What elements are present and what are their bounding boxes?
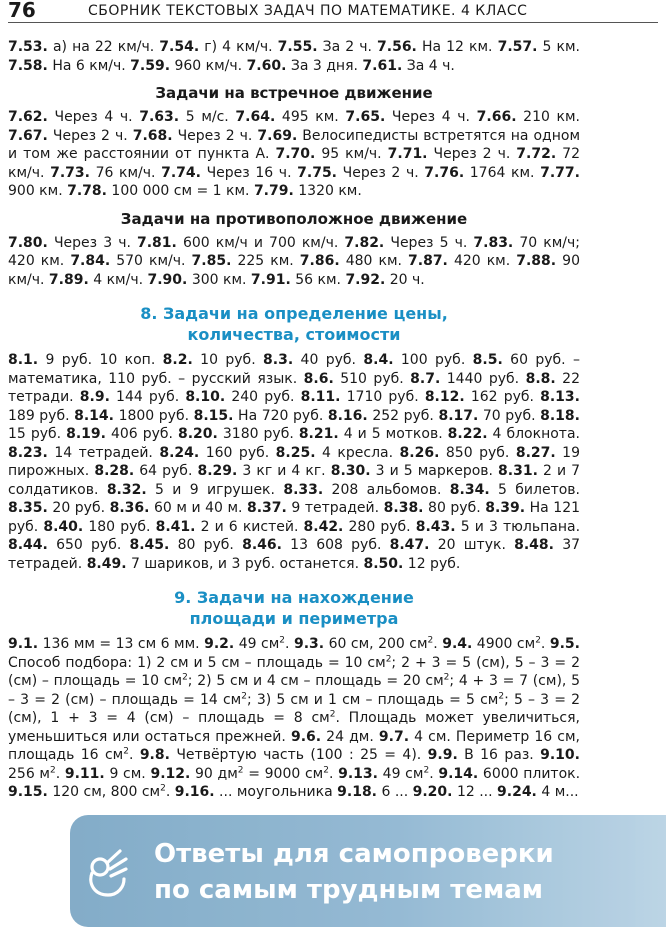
answer-number: 8.20.: [178, 426, 218, 442]
answer-number: 8.27.: [515, 444, 556, 461]
answer-text: 24 дм.: [321, 728, 379, 745]
section-heading-line: 8. Задачи на определение цены,: [140, 304, 448, 323]
answer-text: 4 кресла.: [315, 444, 400, 461]
answer-text: Через 4 ч.: [47, 109, 140, 125]
answer-text: ... моугольника: [214, 784, 338, 800]
answer-text: 80 руб.: [169, 537, 243, 553]
section-heading-line: количества, стоимости: [187, 325, 401, 344]
answer-text: 19 пирожных.: [8, 444, 580, 479]
answer-text: .: [433, 636, 443, 652]
answer-text: 406 руб.: [105, 426, 178, 442]
superscript: 2: [160, 783, 166, 794]
answer-text: 12 ...: [452, 784, 498, 800]
answer-number: 8.17.: [438, 407, 479, 424]
superscript: 2: [498, 690, 505, 701]
answer-text: 162 руб.: [464, 389, 541, 405]
answer-text: За 2 ч.: [317, 39, 378, 55]
answer-text: На 720 руб.: [233, 407, 328, 424]
answer-number: 8.35.: [8, 500, 48, 516]
section-heading: [8, 303, 580, 345]
subsection-heading: Задачи на противоположное движение: [120, 209, 468, 228]
answer-text: .: [540, 636, 550, 652]
answer-number: 7.53.: [8, 39, 48, 55]
answer-number: 7.67.: [8, 127, 48, 144]
answer-text: 210 км.: [516, 109, 581, 125]
answer-number: 9.24.: [497, 784, 537, 800]
answer-paragraph: [8, 38, 580, 75]
answer-number: 9.4.: [442, 636, 473, 652]
answer-text: 120 см, 800 см: [47, 784, 161, 800]
answer-number: 9.15.: [8, 784, 48, 800]
section-heading-line: площади и периметра: [189, 609, 399, 628]
answer-text: Через 2 ч.: [427, 146, 517, 162]
answer-number: 9.6.: [290, 728, 322, 745]
answer-text: На 121 руб.: [8, 500, 581, 535]
answer-text: 5 и 9 игрушек.: [146, 481, 284, 498]
answer-number: 8.10.: [185, 389, 226, 405]
answer-text: 15 руб.: [8, 426, 67, 442]
answer-number: 7.70.: [275, 146, 316, 162]
answer-number: 8.43.: [415, 518, 456, 535]
answer-text: За 3 дня.: [286, 57, 363, 74]
answer-number: 8.45.: [129, 537, 170, 553]
answer-text: Через 2 ч.: [172, 127, 258, 144]
answer-number: 7.66.: [476, 109, 517, 125]
answer-text: = 9000 см: [243, 765, 324, 782]
answer-text: .: [285, 636, 294, 652]
answer-text: 256 м: [8, 765, 50, 782]
answer-text: а) на 22 км/ч.: [47, 39, 160, 55]
answer-text: . Площадь может увеличиться, уменьшиться или остаться прежней.: [8, 710, 580, 745]
answer-number: 8.1.: [8, 352, 39, 368]
section-heading: [8, 587, 580, 629]
answer-text: Через 4 ч.: [385, 109, 477, 125]
answer-number: 7.77.: [540, 164, 580, 181]
answer-text: 20 ч.: [385, 271, 425, 288]
answer-number: 7.62.: [8, 109, 48, 125]
answer-number: 7.72.: [516, 146, 557, 162]
answer-text: 9 см.: [104, 765, 151, 782]
answer-text: 22 тетради.: [8, 370, 580, 405]
answer-number: 7.68.: [132, 127, 173, 144]
answer-number: 7.71.: [387, 146, 428, 162]
subsection-heading: Задачи на встречное движение: [155, 84, 433, 102]
banner-title-line-1: Ответы для самопроверки: [154, 839, 554, 869]
answer-text: Через 3 ч.: [47, 234, 137, 251]
answer-text: 70 км/ч; 420 км.: [8, 234, 580, 269]
answer-text: 5 и 3 тюльпана.: [455, 518, 581, 535]
answer-number: 9.20.: [412, 784, 453, 800]
answer-text: 13 608 руб.: [281, 537, 390, 553]
answer-text: На 12 км.: [416, 39, 498, 55]
answer-text: 40 руб.: [293, 352, 364, 368]
answer-number: 8.29.: [197, 463, 238, 479]
answer-number: 8.28.: [94, 463, 135, 479]
answer-text: 420 км.: [447, 253, 517, 269]
page-number: 76: [8, 0, 36, 22]
answer-number: 8.33.: [283, 481, 324, 498]
answer-number: 8.12.: [424, 389, 465, 405]
answer-text: 4 км/ч.: [88, 271, 148, 288]
answer-text: 1710 руб.: [340, 389, 425, 405]
answer-number: 7.63.: [139, 109, 180, 125]
answer-number: 8.26.: [399, 444, 440, 461]
answer-text: ; 4 + 3 = 7 (см), 5 – 3 = 2 (см) – площадь = 14 см: [8, 673, 581, 708]
answer-text: 49 см: [234, 636, 280, 652]
answer-number: 7.58.: [8, 57, 48, 74]
answer-number: 9.18.: [337, 784, 378, 800]
answer-paragraph: [8, 234, 580, 290]
answer-number: 9.1.: [8, 636, 39, 652]
answer-number: 7.74.: [161, 164, 201, 181]
answer-text: 60 руб. – математика, 110 руб. – русский язык.: [8, 352, 581, 387]
answer-number: 7.59.: [130, 57, 171, 74]
answer-text: 6000 плиток.: [478, 765, 581, 782]
answer-text: В 16 раз.: [457, 747, 541, 763]
answer-text: 5 билетов.: [489, 481, 580, 498]
answer-number: 8.5.: [472, 352, 503, 368]
answer-text: 76 км/ч.: [89, 164, 162, 181]
answer-text: Способ подбора: 1) 2 см и 5 см – площадь = 10 см: [8, 654, 386, 671]
answer-text: 2 и 6 кистей.: [195, 518, 304, 535]
answer-text: Велосипедисты встретятся на одном и том же расстоянии от пункта А.: [8, 127, 581, 162]
answer-text: .: [328, 765, 339, 782]
answer-number: 9.5.: [549, 636, 580, 652]
answer-text: 2 и 7 солдатиков.: [8, 463, 581, 498]
answer-number: 8.6.: [303, 370, 334, 387]
answer-number: 7.61.: [362, 57, 403, 74]
answer-text: За 4 ч.: [402, 57, 455, 74]
answer-number: 7.57.: [497, 39, 538, 55]
answer-number: 8.14.: [74, 407, 114, 424]
answer-text: 1764 км.: [464, 164, 541, 181]
answer-number: 8.18.: [540, 407, 580, 424]
answer-number: 8.37.: [247, 500, 287, 516]
answer-number: 8.49.: [86, 555, 127, 572]
answer-text: 240 руб.: [225, 389, 301, 405]
answer-text: 14 тетрадей.: [47, 444, 160, 461]
answer-text: 650 руб.: [47, 537, 130, 553]
superscript: 2: [49, 764, 56, 775]
answer-text: 252 руб.: [367, 407, 439, 424]
answer-number: 8.9.: [79, 389, 110, 405]
answer-number: 9.14.: [438, 765, 479, 782]
answer-text: .: [128, 747, 140, 763]
answer-number: 9.3.: [293, 636, 325, 652]
answer-text: ; 5 – 3 = 2 (см), 1 + 3 = 4 (см) – площадь = 8 см: [8, 691, 580, 726]
answer-number: 8.15.: [193, 407, 234, 424]
answer-text: 90 км/ч.: [8, 253, 580, 288]
answer-text: 72 км/ч.: [8, 146, 580, 181]
answer-text: 160 руб.: [199, 444, 276, 461]
answer-number: 7.60.: [246, 57, 287, 74]
answer-text: ; 2) 5 см и 4 см – площадь = 20 см: [187, 673, 444, 689]
answer-paragraph: [8, 108, 580, 201]
answer-paragraph: [8, 635, 580, 802]
answer-number: 8.42.: [303, 518, 344, 535]
superscript: 2: [535, 635, 541, 646]
superscript: 2: [323, 764, 329, 775]
ok-hand-gesture-icon: [80, 845, 136, 901]
superscript: 2: [329, 709, 336, 720]
answer-text: 1800 руб.: [114, 407, 194, 424]
answer-number: 7.81.: [137, 234, 177, 251]
superscript: 2: [241, 690, 247, 701]
answer-text: 5 км.: [537, 39, 580, 55]
answer-number: 8.40.: [43, 518, 84, 535]
answer-number: 8.11.: [300, 389, 341, 405]
answer-number: 7.85.: [191, 253, 232, 269]
answer-text: Через 16 ч.: [200, 164, 298, 181]
answer-text: 60 м и 40 м.: [149, 500, 247, 516]
answer-number: 7.55.: [277, 39, 318, 55]
answer-text: 4 и 5 мотков.: [338, 426, 448, 442]
answer-number: 8.19.: [66, 426, 106, 442]
answer-number: 9.7.: [378, 728, 410, 745]
answer-text: Четвёртую часть (100 : 25 = 4).: [169, 747, 428, 763]
answer-text: 600 км/ч и 700 км/ч.: [176, 234, 345, 251]
answer-text: 10 руб.: [192, 352, 264, 368]
answer-text: 900 км.: [8, 183, 68, 199]
answer-number: 9.12.: [150, 765, 191, 782]
answer-text: г) 4 км/ч.: [199, 39, 278, 55]
answer-paragraph: [8, 351, 580, 573]
answer-text: 850 руб.: [439, 444, 516, 461]
answer-text: 3 и 5 маркеров.: [370, 463, 499, 479]
answer-text: 225 км.: [231, 253, 300, 269]
answer-number: 8.23.: [8, 444, 48, 461]
answer-text: 37 тетрадей.: [8, 537, 581, 572]
answer-number: 8.2.: [162, 352, 193, 368]
answer-text: 4 блокнота.: [487, 426, 580, 442]
answer-text: 3180 руб.: [217, 426, 299, 442]
answer-number: 7.86.: [299, 253, 340, 269]
answer-text: 9 руб. 10 коп.: [38, 352, 163, 368]
answer-text: 4 м...: [536, 784, 579, 800]
answer-text: 7 шариков, и 3 руб. останется.: [126, 555, 364, 572]
answer-text: 90 дм: [190, 765, 238, 782]
answer-number: 8.38.: [383, 500, 424, 516]
answer-number: 7.64.: [235, 109, 276, 125]
answer-number: 8.31.: [498, 463, 538, 479]
answer-number: 8.22.: [447, 426, 488, 442]
answer-number: 9.8.: [139, 747, 170, 763]
answer-number: 9.16.: [174, 784, 215, 800]
superscript: 2: [443, 672, 450, 683]
answer-text: 1320 км.: [293, 183, 362, 199]
answer-text: 495 км.: [275, 109, 346, 125]
answer-number: 9.2.: [204, 636, 235, 652]
answer-number: 8.25.: [275, 444, 316, 461]
answers-content: [8, 38, 580, 802]
superscript: 2: [237, 764, 244, 775]
answer-text: 180 руб.: [83, 518, 156, 535]
answer-text: Через 2 ч.: [47, 127, 133, 144]
answer-number: 7.88.: [516, 253, 557, 269]
answer-text: 4900 см: [472, 636, 536, 652]
answer-number: 9.11.: [64, 765, 105, 782]
answer-number: 8.13.: [540, 389, 580, 405]
answer-text: 136 мм = 13 см 6 мм.: [38, 636, 205, 652]
answer-number: 9.10.: [540, 747, 580, 763]
answer-number: 8.21.: [298, 426, 339, 442]
answer-text: 3 кг и 4 кг.: [237, 463, 331, 479]
answer-number: 8.48.: [514, 537, 554, 553]
answer-text: 6 ...: [377, 784, 413, 800]
answer-number: 7.73.: [50, 164, 90, 181]
answer-number: 7.75.: [297, 164, 338, 181]
answer-number: 7.91.: [250, 271, 291, 288]
answer-number: 9.13.: [338, 765, 378, 782]
running-title: СБОРНИК ТЕКСТОВЫХ ЗАДАЧ ПО МАТЕМАТИКЕ. 4 КЛАСС: [88, 3, 528, 19]
answer-text: 570 км/ч.: [110, 253, 192, 269]
answer-text: 12 руб.: [403, 555, 461, 572]
answer-text: ; 3) 5 см и 1 см – площадь = 5 см: [246, 691, 499, 708]
answer-text: 1440 руб.: [440, 370, 526, 387]
answer-number: 7.89.: [48, 271, 89, 288]
answer-text: 300 км.: [187, 271, 251, 288]
answer-number: 7.54.: [159, 39, 200, 55]
answer-text: 208 альбомов.: [323, 481, 450, 498]
answer-number: 8.46.: [242, 537, 282, 553]
superscript: 2: [279, 635, 286, 646]
superscript: 2: [385, 653, 392, 664]
answer-number: 7.92.: [345, 271, 386, 288]
answer-text: 80 руб.: [423, 500, 486, 516]
answer-text: .: [55, 765, 65, 782]
answer-number: 8.36.: [109, 500, 150, 516]
answer-number: 7.65.: [345, 109, 386, 125]
answer-text: .: [165, 784, 175, 800]
answer-text: На 6 км/ч.: [47, 57, 131, 74]
answer-text: 4 см. Периметр 16 см, площадь 16 см: [8, 728, 580, 763]
answer-number: 7.83.: [473, 234, 514, 251]
superscript: 2: [427, 635, 434, 646]
answer-number: 7.78.: [67, 183, 107, 199]
answer-text: .: [429, 765, 439, 782]
answer-text: 960 км/ч.: [170, 57, 247, 74]
answer-text: 5 м/с.: [179, 109, 236, 125]
answer-text: 20 штук.: [429, 537, 515, 553]
answer-text: 20 руб.: [47, 500, 110, 516]
answer-text: ; 2 + 3 = 5 (см), 5 – 3 = 2 (см) – площадь = 10 см: [8, 654, 580, 689]
answer-number: 8.44.: [8, 537, 48, 553]
answer-number: 7.76.: [424, 164, 465, 181]
answer-number: 8.4.: [363, 352, 394, 368]
answer-text: 144 руб.: [109, 389, 186, 405]
answer-number: 8.30.: [330, 463, 371, 479]
answer-number: 7.87.: [408, 253, 448, 269]
answer-text: 100 руб.: [393, 352, 473, 368]
answer-text: 56 км.: [290, 271, 346, 288]
answer-number: 8.8.: [525, 370, 556, 387]
answer-number: 8.3.: [263, 352, 294, 368]
superscript: 2: [182, 672, 188, 683]
answer-text: 189 руб.: [8, 407, 75, 424]
answer-text: 70 руб.: [478, 407, 541, 424]
answer-number: 8.47.: [389, 537, 430, 553]
answer-number: 8.50.: [363, 555, 404, 572]
answer-text: 510 руб.: [333, 370, 411, 387]
answer-text: 95 км/ч.: [315, 146, 388, 162]
answer-number: 7.90.: [147, 271, 188, 288]
superscript: 2: [423, 764, 430, 775]
answer-number: 8.41.: [155, 518, 196, 535]
answer-text: 60 см, 200 см: [324, 636, 428, 652]
answer-number: 8.34.: [449, 481, 490, 498]
superscript: 2: [123, 746, 129, 757]
answer-number: 8.39.: [485, 500, 526, 516]
answer-text: 480 км.: [339, 253, 409, 269]
answer-number: 7.84.: [70, 253, 111, 269]
answer-text: 100 000 см = 1 км.: [106, 183, 254, 199]
answer-text: 9 тетрадей.: [286, 500, 384, 516]
banner-title-line-2: по самым трудным темам: [154, 875, 544, 905]
answer-text: 64 руб.: [134, 463, 198, 479]
promo-banner: [70, 815, 666, 927]
section-heading-line: 9. Задачи на нахождение: [174, 588, 414, 607]
answer-number: 8.24.: [159, 444, 200, 461]
answer-text: Через 2 ч.: [337, 164, 425, 181]
answer-number: 9.9.: [427, 747, 458, 763]
answer-number: 7.69.: [257, 127, 298, 144]
answer-text: 49 см: [377, 765, 424, 782]
answer-number: 7.56.: [377, 39, 417, 55]
answer-number: 7.79.: [253, 183, 294, 199]
answer-number: 8.32.: [106, 481, 147, 498]
answer-number: 8.7.: [410, 370, 441, 387]
page-header: [8, 0, 658, 23]
answer-text: Через 5 ч.: [384, 234, 474, 251]
answer-number: 7.82.: [344, 234, 385, 251]
answer-number: 8.16.: [327, 407, 368, 424]
answer-number: 7.80.: [8, 234, 48, 251]
answer-text: 280 руб.: [343, 518, 416, 535]
